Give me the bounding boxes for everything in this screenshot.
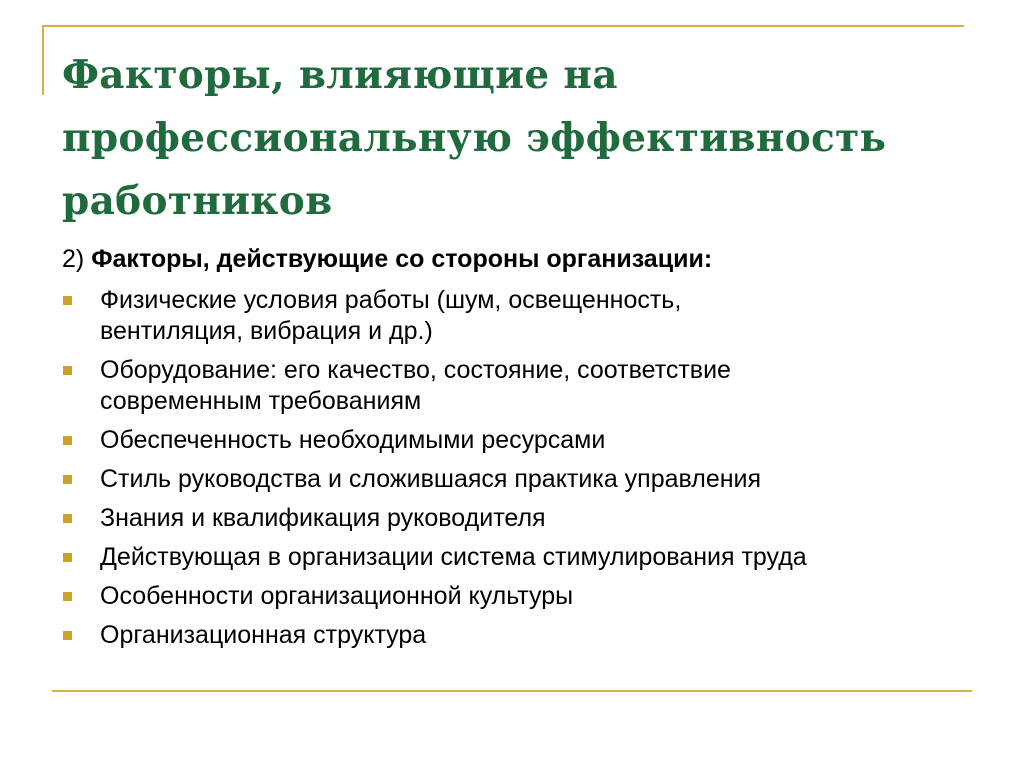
square-bullet-icon — [63, 475, 72, 484]
list-item — [62, 285, 972, 347]
list-item-text: Физические условия работы (шум, освещенность, — [100, 286, 682, 314]
square-bullet-icon — [63, 631, 72, 640]
list-item — [62, 620, 972, 651]
list-item-text: Особенности организационной культуры — [100, 582, 574, 610]
list-item-text: современным требованиям — [100, 387, 422, 415]
factor-list — [62, 285, 972, 659]
list-item-text: вентиляция, вибрация и др.) — [100, 317, 433, 345]
square-bullet-icon — [63, 366, 72, 375]
list-item — [62, 355, 972, 417]
list-item-text: Организационная структура — [100, 621, 427, 649]
section-number: 2) — [62, 245, 85, 273]
title-line: Факторы, влияющие на — [62, 52, 618, 98]
list-item-text: Оборудование: его качество, состояние, соответствие — [100, 356, 731, 384]
title-line: работников — [62, 178, 333, 224]
title-line: профессиональную эффективность — [62, 115, 887, 161]
square-bullet-icon — [63, 514, 72, 523]
list-item — [62, 542, 972, 573]
list-item-text: Действующая в организации система стимулирования труда — [100, 543, 807, 571]
list-item — [62, 503, 972, 534]
bottom-rule — [52, 690, 972, 692]
list-item — [62, 464, 972, 495]
square-bullet-icon — [63, 436, 72, 445]
square-bullet-icon — [63, 296, 72, 305]
left-rule — [42, 25, 44, 95]
square-bullet-icon — [63, 592, 72, 601]
square-bullet-icon — [63, 553, 72, 562]
section-heading-text: Факторы, действующие со стороны организации: — [91, 245, 713, 273]
top-rule — [42, 25, 964, 27]
list-item-text: Обеспеченность необходимыми ресурсами — [100, 426, 606, 454]
list-item-text: Знания и квалификация руководителя — [100, 504, 546, 532]
section-heading — [62, 244, 712, 274]
slide-title — [62, 44, 972, 233]
list-item-text: Стиль руководства и сложившаяся практика управления — [100, 465, 762, 493]
list-item — [62, 425, 972, 456]
list-item — [62, 581, 972, 612]
